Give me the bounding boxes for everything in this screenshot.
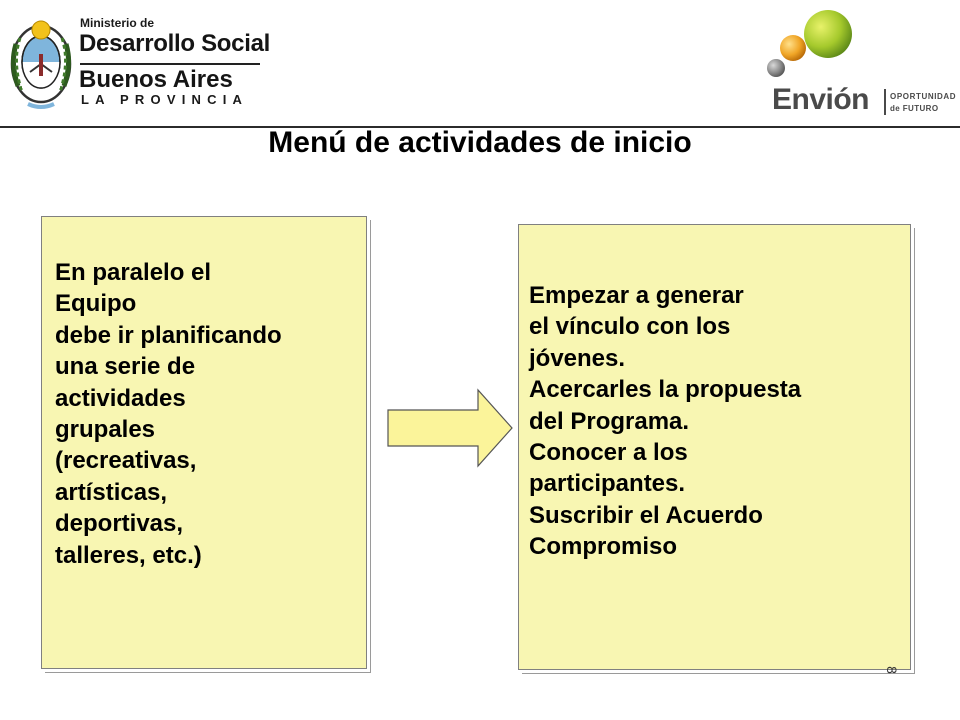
ministry-name: Desarrollo Social	[79, 30, 270, 57]
program-tagline-2: de FUTURO	[890, 104, 939, 113]
left-box-line: debe ir planificando	[55, 321, 282, 349]
right-box-line: Conocer a los	[529, 439, 688, 467]
program-tagline-1: OPORTUNIDAD	[890, 92, 957, 101]
left-box-line: Equipo	[55, 290, 137, 318]
right-goals-box	[518, 224, 911, 670]
left-activities-box	[41, 216, 367, 669]
program-divider	[884, 89, 886, 115]
right-box-line: el vínculo con los	[529, 313, 731, 341]
slide-title: Menú de actividades de inicio	[268, 126, 692, 159]
ministry-divider	[80, 63, 260, 65]
right-arrow-icon	[387, 388, 513, 468]
program-name: Envión	[772, 83, 870, 116]
left-box-line: talleres, etc.)	[55, 541, 202, 569]
province-name: Buenos Aires	[79, 66, 233, 93]
right-box-line: del Programa.	[529, 407, 690, 435]
left-box-line: (recreativas,	[55, 447, 197, 475]
right-box-line: Empezar a generar	[529, 282, 744, 309]
envion-balls-logo-icon	[762, 6, 862, 88]
right-box-line: jóvenes.	[529, 344, 626, 372]
page-number: 8	[883, 666, 900, 674]
coat-of-arms-icon	[6, 14, 76, 112]
right-box-line: participantes.	[529, 470, 686, 498]
ministry-small-label: Ministerio de	[80, 16, 155, 30]
right-box-line: Suscribir el Acuerdo	[529, 501, 763, 529]
right-box-line: Compromiso	[529, 533, 678, 561]
left-box-line: actividades	[55, 384, 186, 412]
left-box-line: artísticas,	[55, 478, 168, 506]
left-box-line: deportivas,	[55, 510, 184, 538]
left-box-line: una serie de	[55, 353, 196, 381]
left-box-line: grupales	[55, 416, 156, 444]
right-box-line: Acercarles la propuesta	[529, 376, 802, 404]
left-box-line: En paralelo el	[55, 259, 212, 286]
province-label: LA PROVINCIA	[81, 92, 249, 107]
